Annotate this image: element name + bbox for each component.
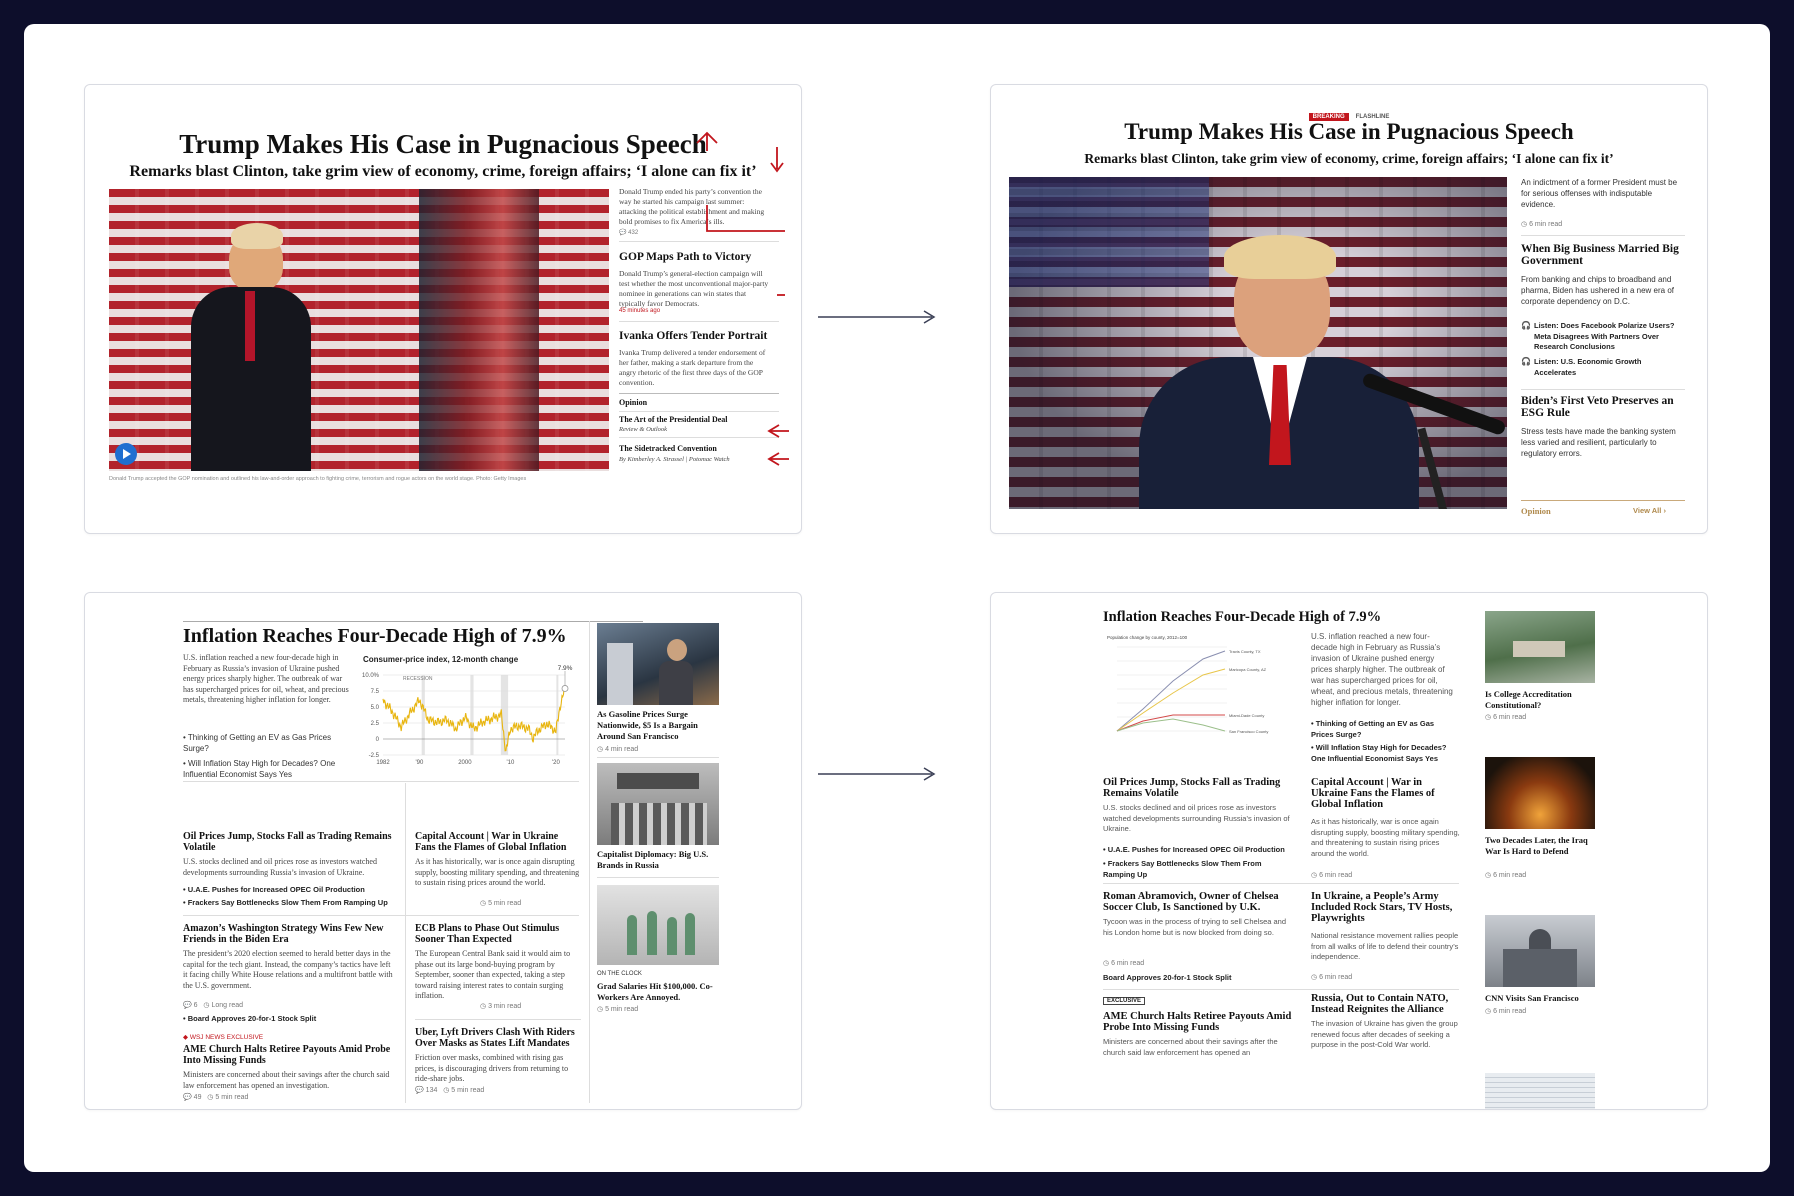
listen-item-1[interactable]: 🎧 Listen: Does Facebook Polarize Users? Meta Disagrees With Partners Over Research Conclusions [1521, 321, 1675, 351]
exclusive-badge: EXCLUSIVE [1103, 997, 1145, 1005]
end-point [562, 685, 568, 691]
new-bottom-s2-summary: As it has historically, war is once again disrupting supply, boosting military spending, and threatening to sustain rising prices around the world. [1311, 817, 1460, 858]
red-annotation-marks [85, 85, 801, 533]
y-tick-label: 0 [375, 737, 379, 743]
old-bottom-bullet2[interactable]: • Will Inflation Stay High for Decades? One Influential Economist Says Yes [183, 759, 336, 779]
new-bottom-s4-headline[interactable]: In Ukraine, a People’s Army Included Rock Stars, TV Hosts, Playwrights [1311, 891, 1453, 924]
line-label-3: Miami-Dade County [1229, 713, 1265, 718]
old-top-dek: Remarks blast Clinton, take grim view of economy, crime, foreign affairs; ‘I alone can fix it’ [129, 163, 757, 180]
new-bottom-r2-headline[interactable]: Two Decades Later, the Iraq War Is Hard to Defend [1485, 835, 1588, 856]
old-bottom-s3-meta: 💬 6 ◷ Long read [183, 1002, 243, 1009]
old-top-story3-headline[interactable]: Ivanka Offers Tender Portrait [619, 330, 768, 342]
old-bottom-s1-bullet2[interactable]: • Frackers Say Bottlenecks Slow Them From Ramping Up [183, 898, 388, 907]
recession-band [422, 675, 425, 755]
y-tick-label: 2.5 [370, 721, 379, 727]
old-bottom-r1-headline[interactable]: As Gasoline Prices Surge Nationwide, $5 Is a Bargain Around San Francisco [597, 709, 698, 741]
old-top-story3-summary: Ivanka Trump delivered a tender endorsement of her father, making a stark departure from the angry rhetoric of the first three days of the GOP convention. [619, 348, 766, 387]
line-maricopa [1117, 669, 1225, 731]
new-bottom-s1-bullet1[interactable]: • U.A.E. Pushes for Increased OPEC Oil Production [1103, 845, 1285, 854]
new-bottom-s6-summary: The invasion of Ukraine has given the group renewed focus after decades of seeking a purpose in the post-Cold War world. [1311, 1019, 1458, 1049]
gas-station-photo[interactable] [597, 623, 719, 705]
document-photo[interactable] [1485, 1073, 1595, 1109]
new-top-side1-summary: An indictment of a former President must be for serious offenses with indisputable evidence. [1521, 178, 1678, 209]
headphones-icon: 🎧 [1521, 357, 1531, 366]
old-bottom-s1-summary: U.S. stocks declined and oil prices rose as investors watched developments surrounding Russia’s invasion of Ukraine. [183, 857, 377, 877]
y-tick-label: -2.5 [368, 753, 379, 759]
old-bottom-s2-headline[interactable]: Capital Account | War in Ukraine Fans the Flames of Global Inflation [415, 831, 567, 853]
old-bottom-s5-headline[interactable]: AME Church Halts Retiree Payouts Amid Probe Into Missing Funds [183, 1044, 391, 1066]
old-homepage-top-panel [84, 84, 802, 534]
new-bottom-s1-summary: U.S. stocks declined and oil prices rose as investors watched developments surrounding Russia’s invasion of Ukraine. [1103, 803, 1290, 833]
cpi-chart [357, 665, 577, 775]
old-top-photo-caption: Donald Trump accepted the GOP nomination and outlined his law-and-order approach to fighting crime, terrorism and rogue actors on the world stage. Photo: Getty Images [109, 476, 527, 482]
new-bottom-s2-readtime: ◷ 6 min read [1311, 872, 1353, 879]
old-top-story1-summary: Donald Trump ended his party’s convention the way he started his campaign last summer: attacking the political establishment and making bold promises to fix America’s ills. [619, 187, 765, 226]
old-bottom-r1-readtime: ◷ 4 min read [597, 746, 639, 753]
cpi-chart-title: Consumer-price index, 12-month change [363, 655, 519, 664]
old-bottom-headline[interactable]: Inflation Reaches Four-Decade High of 7.9% [183, 625, 567, 647]
comparison-board [24, 24, 1770, 1172]
old-bottom-s6-meta: 💬 134 ◷ 5 min read [415, 1087, 485, 1094]
new-top-side3-headline[interactable]: Biden’s First Veto Preserves an ESG Rule [1521, 395, 1674, 419]
old-bottom-s2-summary: As it has historically, war is once again disrupting supply, boosting military spending, and threatening to sustain rising prices around the world. [415, 857, 580, 887]
line-label-2: Maricopa County, AZ [1229, 667, 1267, 672]
old-bottom-r3-kicker: ON THE CLOCK [597, 971, 642, 977]
new-bottom-s5-summary: Ministers are concerned about their savings after the church said law enforcement has opened an [1103, 1037, 1278, 1057]
old-top-opinion1-headline[interactable]: The Art of the Presidential Deal [619, 415, 728, 424]
old-bottom-s4-headline[interactable]: ECB Plans to Phase Out Stimulus Sooner Than Expected [415, 923, 560, 945]
old-bottom-r3-readtime: ◷ 5 min read [597, 1006, 639, 1013]
old-top-opinion-label[interactable]: Opinion [619, 398, 648, 407]
y-tick-label: 10.0% [361, 673, 379, 679]
headphones-icon: 🎧 [1521, 321, 1531, 330]
new-top-dek: Remarks blast Clinton, take grim view of economy, crime, foreign affairs; ‘I alone can fix it’ [1084, 151, 1614, 166]
old-bottom-s5-summary: Ministers are concerned about their savings after the church said law enforcement has opened an investigation. [183, 1070, 390, 1090]
breaking-badge: BREAKING [1309, 113, 1349, 121]
new-bottom-lede: U.S. inflation reached a new four-decade high in February as Russia’s invasion of Ukraine pushed energy prices sharply higher. The outbreak of war has supercharged prices for oil, wheat, and precious metals, threatening higher inflation for longer. [1311, 632, 1453, 707]
new-bottom-s4-summary: National resistance movement rallies people from all walks of life to defend their country’s independence. [1311, 931, 1459, 961]
old-top-opinion2-headline[interactable]: The Sidetracked Convention [619, 444, 717, 453]
old-top-story2-time: 45 minutes ago [619, 308, 661, 314]
x-tick-label: '20 [551, 760, 560, 766]
listen-item-2[interactable]: 🎧 Listen: U.S. Economic Growth Accelerates [1521, 357, 1642, 377]
before-after-arrow-top [818, 307, 938, 327]
new-homepage-top-panel [990, 84, 1708, 534]
old-bottom-s3-bullet1[interactable]: • Board Approves 20-for-1 Stock Split [183, 1014, 317, 1023]
old-bottom-s4-summary: The European Central Bank said it would aim to phase out its large bond-buying program by September, sooner than expected, taking a step toward raising interest rates to contain surging inflation. [415, 949, 571, 1000]
new-bottom-s3-readtime: ◷ 6 min read [1103, 960, 1145, 967]
iraq-fire-photo[interactable] [1485, 757, 1595, 829]
new-top-opinion-label[interactable]: Opinion [1521, 506, 1551, 516]
sf-city-hall-photo[interactable] [1485, 915, 1595, 987]
new-bottom-headline[interactable]: Inflation Reaches Four-Decade High of 7.9% [1103, 609, 1382, 625]
population-chart [1103, 639, 1271, 743]
line-label-4: San Francisco County [1229, 729, 1269, 734]
y-tick-label: 7.5 [370, 689, 379, 695]
old-top-opinion1-byline: Review & Outlook [619, 426, 668, 433]
old-bottom-s1-bullet1[interactable]: • U.A.E. Pushes for Increased OPEC Oil Production [183, 885, 365, 894]
new-bottom-s5-headline[interactable]: AME Church Halts Retiree Payouts Amid Probe Into Missing Funds [1103, 1011, 1292, 1033]
new-bottom-r3-readtime: ◷ 6 min read [1485, 1008, 1527, 1015]
line-label-1: Travis County, TX [1229, 649, 1261, 654]
old-bottom-s6-summary: Friction over masks, combined with rising gas prices, is discouraging drivers from returning to ride-share jobs. [415, 1053, 569, 1083]
new-bottom-s4-readtime: ◷ 6 min read [1311, 974, 1353, 981]
x-tick-label: 2000 [458, 760, 472, 766]
new-bottom-r1-headline[interactable]: Is College Accreditation Constitutional? [1485, 689, 1572, 710]
new-top-side2-headline[interactable]: When Big Business Married Big Government [1521, 243, 1679, 267]
campus-photo[interactable] [1485, 611, 1595, 683]
x-tick-label: '10 [506, 760, 515, 766]
old-top-headline[interactable]: Trump Makes His Case in Pugnacious Speech [179, 129, 707, 159]
new-bottom-r1-readtime: ◷ 6 min read [1485, 714, 1527, 721]
chevron-right-icon: › [1663, 506, 1666, 515]
grad-figures-photo[interactable] [597, 885, 719, 965]
old-bottom-s4-readtime: ◷ 3 min read [480, 1003, 522, 1010]
old-bottom-r2-headline[interactable]: Capitalist Diplomacy: Big U.S. Brands in Russia [597, 849, 709, 870]
old-top-opinion2-byline: By Kimberley A. Strassel | Potomac Watch [619, 456, 730, 463]
new-bottom-s1-headline[interactable]: Oil Prices Jump, Stocks Fall as Trading Remains Volatile [1103, 777, 1281, 799]
old-top-story1-comments[interactable]: 💬 432 [619, 230, 639, 236]
old-homepage-bottom-panel [84, 592, 802, 1110]
old-bottom-s3-headline[interactable]: Amazon’s Washington Strategy Wins Few New Friends in the Biden Era [183, 923, 384, 945]
old-top-story2-summary: Donald Trump’s general-election campaign will test whether the most unconventional major-party nominee in generations can win states that typically favor Democrats. [619, 269, 769, 308]
end-label: 7.9% [557, 665, 573, 672]
new-bottom-r2-readtime: ◷ 6 min read [1485, 872, 1527, 879]
recession-band [470, 675, 473, 755]
old-bottom-s2-readtime: ◷ 5 min read [480, 900, 522, 907]
population-chart-title: Population change by county, 2012=100 [1107, 635, 1188, 640]
new-top-headline[interactable]: Trump Makes His Case in Pugnacious Speech [1124, 119, 1574, 144]
old-top-story2-headline[interactable]: GOP Maps Path to Victory [619, 251, 752, 263]
new-bottom-bullet1[interactable]: • Thinking of Getting an EV as Gas Prices Surge? [1311, 719, 1435, 739]
new-bottom-bullet2[interactable]: • Will Inflation Stay High for Decades? One Influential Economist Says Yes [1311, 743, 1447, 763]
recession-label: RECESSION [403, 676, 433, 682]
x-tick-label: '90 [415, 760, 424, 766]
new-bottom-s1-bullet2[interactable]: • Frackers Say Bottlenecks Slow Them From Ramping Up [1103, 859, 1262, 879]
cpi-line [383, 686, 565, 750]
old-bottom-lede: U.S. inflation reached a new four-decade high in February as Russia’s invasion of Ukraine pushed energy prices sharply higher. The outbreak of war has supercharged prices for oil, wheat, and precious metals, threatening higher inflation for longer. [183, 653, 349, 704]
new-bottom-s3-headline[interactable]: Roman Abramovich, Owner of Chelsea Soccer Club, Is Sanctioned by U.K. [1103, 891, 1279, 913]
new-bottom-s3-bullet1[interactable]: Board Approves 20-for-1 Stock Split [1103, 973, 1232, 982]
flashline-kicker: FLASHLINE [1355, 114, 1390, 120]
old-bottom-r3-headline[interactable]: Grad Salaries Hit $100,000. Co-Workers Are Annoyed. [597, 981, 713, 1002]
new-bottom-s2-headline[interactable]: Capital Account | War in Ukraine Fans the Flames of Global Inflation [1311, 777, 1435, 810]
recession-band [556, 675, 558, 755]
new-top-side3-summary: Stress tests have made the banking system less varied and resilient, particularly to regulatory errors. [1521, 427, 1676, 458]
old-bottom-s1-headline[interactable]: Oil Prices Jump, Stocks Fall as Trading Remains Volatile [183, 831, 392, 853]
new-bottom-s6-headline[interactable]: Russia, Out to Contain NATO, Instead Reignites the Alliance [1311, 993, 1449, 1015]
view-all-link[interactable]: View All › [1633, 506, 1666, 515]
old-bottom-bullet1[interactable]: • Thinking of Getting an EV as Gas Prices Surge? [183, 733, 332, 753]
old-bottom-s5-meta: 💬 49 ◷ 5 min read [183, 1094, 249, 1101]
new-top-side2-summary: From banking and chips to broadband and pharma, Biden has ushered in a new era of corporate dependency on D.C. [1521, 275, 1674, 306]
new-top-hero-image[interactable] [1009, 177, 1507, 509]
new-bottom-r3-headline[interactable]: CNN Visits San Francisco [1485, 993, 1579, 1003]
y-tick-label: 5.0 [370, 705, 379, 711]
new-homepage-bottom-panel [990, 592, 1708, 1110]
new-top-side1-readtime: ◷ 6 min read [1521, 221, 1563, 228]
old-bottom-s3-summary: The president’s 2020 election seemed to herald better days in the capital for the tech giant. Instead, the company’s tactics have left it facing chilly White House relations and a multifront battle with the U.S. government. [183, 949, 393, 990]
exclusive-label: ◆ WSJ NEWS EXCLUSIVE [183, 1034, 264, 1041]
x-tick-label: 1982 [376, 760, 390, 766]
before-after-arrow-bottom [818, 764, 938, 784]
new-bottom-s3-summary: Tycoon was in the process of trying to sell Chelsea and his London home but is now blocked from doing so. [1103, 917, 1287, 937]
old-bottom-s6-headline[interactable]: Uber, Lyft Drivers Clash With Riders Over Masks as States Lift Mandates [415, 1027, 575, 1049]
russia-store-photo[interactable] [597, 763, 719, 845]
